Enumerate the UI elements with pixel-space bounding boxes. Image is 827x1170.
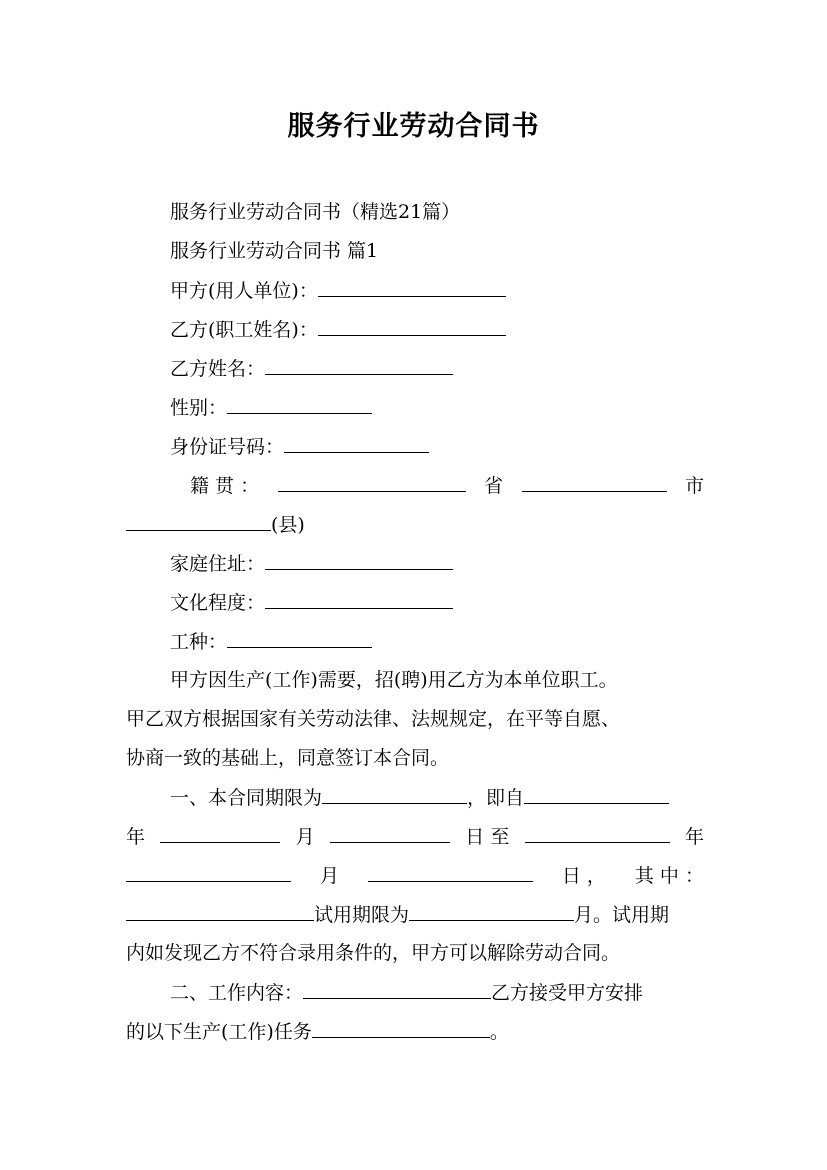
- job-type-field: [170, 629, 704, 654]
- county-field: [126, 512, 704, 537]
- subtitle: 服务行业劳动合同书（精选21篇）: [170, 201, 461, 223]
- b-name-label: 乙方姓名：: [170, 358, 266, 380]
- clause-1-prefix: 一、本合同期限为: [170, 787, 323, 809]
- paragraph-line: 甲方因生产(工作)需要，招(聘)用乙方为本单位职工。: [170, 669, 618, 691]
- clause-1-line-3: [126, 863, 704, 888]
- native-place-field: [190, 473, 704, 498]
- b-name-field: [170, 356, 704, 381]
- job-type-blank: [227, 629, 372, 648]
- party-a-field: [170, 278, 704, 303]
- clause-2-prefix: 二、工作内容：: [170, 982, 304, 1004]
- clause-2-end: 。: [489, 1021, 509, 1043]
- probation-blank: [409, 902, 574, 921]
- party-a-blank: [318, 278, 506, 297]
- end-day-blank: [368, 863, 533, 882]
- clause-1-line-2: [126, 824, 704, 849]
- education-label: 文化程度：: [170, 592, 266, 614]
- clause-1-from: ，即自: [467, 787, 525, 809]
- day-comma-label: 日 ，: [561, 865, 606, 887]
- address-label: 家庭住址：: [170, 553, 266, 575]
- clause-2-accept: 乙方接受甲方安排: [491, 982, 644, 1004]
- education-field: [170, 590, 704, 615]
- work-content-blank: [303, 980, 491, 999]
- clause-2-line-1: [170, 980, 704, 1005]
- start-day-blank: [330, 824, 450, 843]
- year-label: 年: [684, 826, 704, 848]
- clause-2-line-2: [126, 1019, 704, 1044]
- party-b-label: 乙方(职工姓名)：: [170, 319, 318, 341]
- address-field: [170, 551, 704, 576]
- county-label: (县): [271, 514, 305, 536]
- start-year-blank: [524, 785, 669, 804]
- clause-1-line-4: [126, 902, 704, 927]
- clause-1-line-1: [170, 785, 704, 810]
- party-b-blank: [318, 317, 506, 336]
- start-month-blank: [160, 824, 280, 843]
- probation-label: 试用期限为: [314, 904, 410, 926]
- gender-label: 性别：: [170, 397, 228, 419]
- among-label: 其 中 ：: [634, 865, 704, 887]
- id-number-label: 身份证号码：: [170, 436, 285, 458]
- province-label: 省: [484, 475, 504, 497]
- paragraph-line: 协商一致的基础上，同意签订本合同。: [126, 747, 450, 769]
- education-blank: [265, 590, 453, 609]
- end-year-blank: [525, 824, 670, 843]
- day-to-label: 日 至: [465, 826, 510, 848]
- clause-1-line-5: 内如发现乙方不符合录用条件的，甲方可以解除劳动合同。: [126, 942, 621, 964]
- party-a-label: 甲方(用人单位)：: [170, 280, 318, 302]
- id-number-field: [170, 434, 704, 459]
- document-title: 服务行业劳动合同书: [287, 111, 540, 142]
- city-label: 市: [684, 475, 704, 497]
- b-name-blank: [265, 356, 453, 375]
- month-label: 月: [295, 826, 315, 848]
- year-label: 年: [126, 826, 146, 848]
- month-label: 月: [319, 865, 339, 887]
- job-type-label: 工种：: [170, 631, 228, 653]
- term-blank: [322, 785, 467, 804]
- task-blank: [312, 1019, 490, 1038]
- native-blank-2: [522, 473, 667, 492]
- county-blank: [126, 512, 271, 531]
- probation-end: 月。试用期: [574, 904, 670, 926]
- gender-blank: [227, 395, 372, 414]
- end-month-blank: [126, 863, 291, 882]
- gender-field: [170, 395, 704, 420]
- id-number-blank: [284, 434, 429, 453]
- probation-start-blank: [126, 902, 314, 921]
- party-b-field: [170, 317, 704, 342]
- paragraph-line: 甲乙双方根据国家有关劳动法律、法规规定，在平等自愿、: [126, 708, 621, 730]
- clause-2-task-label: 的以下生产(工作)任务: [126, 1021, 312, 1043]
- address-blank: [265, 551, 453, 570]
- native-label: 籍 贯 ：: [190, 475, 260, 497]
- native-blank-1: [278, 473, 466, 492]
- chapter-heading: 服务行业劳动合同书 篇1: [170, 240, 379, 262]
